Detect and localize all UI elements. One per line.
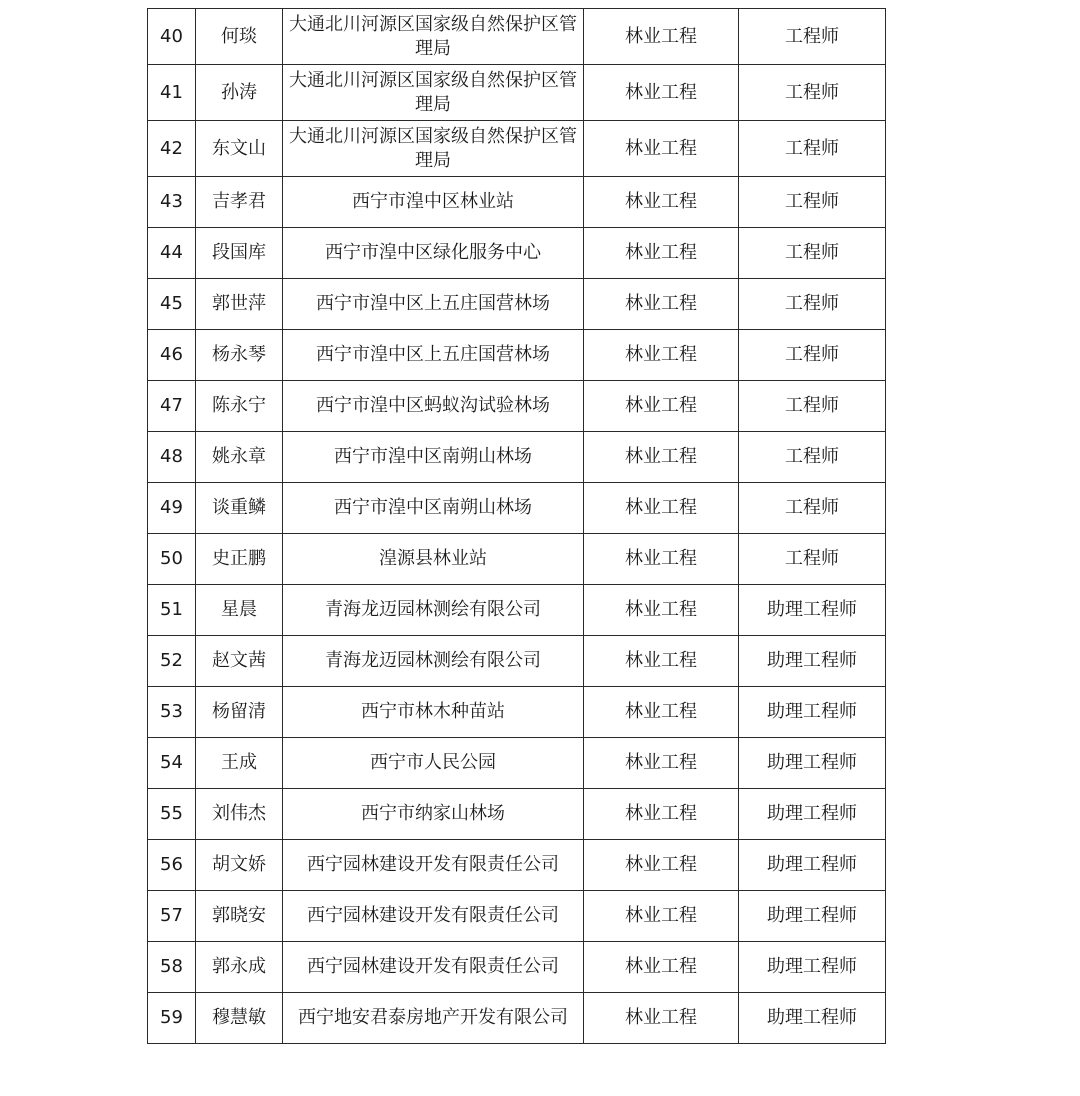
cell-unit: 大通北川河源区国家级自然保护区管理局 bbox=[283, 121, 584, 177]
table-row bbox=[148, 330, 886, 381]
cell-unit: 西宁市湟中区南朔山林场 bbox=[283, 432, 584, 483]
cell-unit: 西宁市湟中区绿化服务中心 bbox=[283, 228, 584, 279]
cell-title: 助理工程师 bbox=[739, 738, 886, 789]
cell-number: 41 bbox=[148, 65, 196, 121]
cell-title: 助理工程师 bbox=[739, 636, 886, 687]
cell-name: 刘伟杰 bbox=[196, 789, 283, 840]
cell-title: 工程师 bbox=[739, 381, 886, 432]
cell-major: 林业工程 bbox=[584, 789, 739, 840]
cell-unit: 西宁园林建设开发有限责任公司 bbox=[283, 942, 584, 993]
cell-name: 星晨 bbox=[196, 585, 283, 636]
cell-unit: 西宁园林建设开发有限责任公司 bbox=[283, 840, 584, 891]
cell-unit: 西宁市湟中区上五庄国营林场 bbox=[283, 279, 584, 330]
cell-major: 林业工程 bbox=[584, 534, 739, 585]
cell-number: 50 bbox=[148, 534, 196, 585]
table-row bbox=[148, 942, 886, 993]
cell-name: 吉孝君 bbox=[196, 177, 283, 228]
cell-unit: 青海龙迈园林测绘有限公司 bbox=[283, 636, 584, 687]
cell-title: 工程师 bbox=[739, 279, 886, 330]
cell-major: 林业工程 bbox=[584, 738, 739, 789]
cell-title: 助理工程师 bbox=[739, 891, 886, 942]
cell-name: 郭晓安 bbox=[196, 891, 283, 942]
cell-number: 54 bbox=[148, 738, 196, 789]
cell-name: 郭永成 bbox=[196, 942, 283, 993]
cell-major: 林业工程 bbox=[584, 9, 739, 65]
cell-major: 林业工程 bbox=[584, 483, 739, 534]
cell-major: 林业工程 bbox=[584, 177, 739, 228]
cell-major: 林业工程 bbox=[584, 585, 739, 636]
cell-major: 林业工程 bbox=[584, 993, 739, 1044]
cell-title: 工程师 bbox=[739, 483, 886, 534]
cell-number: 40 bbox=[148, 9, 196, 65]
cell-name: 段国库 bbox=[196, 228, 283, 279]
cell-number: 44 bbox=[148, 228, 196, 279]
cell-unit: 西宁地安君泰房地产开发有限公司 bbox=[283, 993, 584, 1044]
cell-title: 助理工程师 bbox=[739, 585, 886, 636]
cell-major: 林业工程 bbox=[584, 121, 739, 177]
cell-number: 47 bbox=[148, 381, 196, 432]
cell-name: 穆慧敏 bbox=[196, 993, 283, 1044]
cell-unit: 西宁市纳家山林场 bbox=[283, 789, 584, 840]
table-row bbox=[148, 432, 886, 483]
table-row bbox=[148, 891, 886, 942]
cell-number: 46 bbox=[148, 330, 196, 381]
cell-unit: 西宁市湟中区林业站 bbox=[283, 177, 584, 228]
table-row bbox=[148, 993, 886, 1044]
cell-title: 工程师 bbox=[739, 228, 886, 279]
cell-major: 林业工程 bbox=[584, 228, 739, 279]
cell-unit: 大通北川河源区国家级自然保护区管理局 bbox=[283, 65, 584, 121]
cell-number: 57 bbox=[148, 891, 196, 942]
cell-unit: 西宁市湟中区南朔山林场 bbox=[283, 483, 584, 534]
cell-number: 53 bbox=[148, 687, 196, 738]
cell-title: 工程师 bbox=[739, 330, 886, 381]
cell-name: 杨永琴 bbox=[196, 330, 283, 381]
cell-title: 助理工程师 bbox=[739, 840, 886, 891]
cell-unit: 西宁市林木种苗站 bbox=[283, 687, 584, 738]
cell-title: 工程师 bbox=[739, 432, 886, 483]
cell-number: 58 bbox=[148, 942, 196, 993]
cell-name: 赵文茜 bbox=[196, 636, 283, 687]
cell-major: 林业工程 bbox=[584, 891, 739, 942]
cell-unit: 青海龙迈园林测绘有限公司 bbox=[283, 585, 584, 636]
table-row bbox=[148, 738, 886, 789]
cell-name: 孙涛 bbox=[196, 65, 283, 121]
cell-number: 59 bbox=[148, 993, 196, 1044]
cell-major: 林业工程 bbox=[584, 636, 739, 687]
cell-major: 林业工程 bbox=[584, 840, 739, 891]
cell-unit: 大通北川河源区国家级自然保护区管理局 bbox=[283, 9, 584, 65]
cell-name: 东文山 bbox=[196, 121, 283, 177]
cell-title: 助理工程师 bbox=[739, 942, 886, 993]
cell-number: 49 bbox=[148, 483, 196, 534]
table-row bbox=[148, 483, 886, 534]
cell-major: 林业工程 bbox=[584, 330, 739, 381]
cell-name: 陈永宁 bbox=[196, 381, 283, 432]
cell-name: 杨留清 bbox=[196, 687, 283, 738]
cell-name: 姚永章 bbox=[196, 432, 283, 483]
cell-title: 工程师 bbox=[739, 65, 886, 121]
table-row bbox=[148, 840, 886, 891]
cell-number: 43 bbox=[148, 177, 196, 228]
cell-number: 56 bbox=[148, 840, 196, 891]
cell-name: 郭世萍 bbox=[196, 279, 283, 330]
cell-unit: 西宁市湟中区蚂蚁沟试验林场 bbox=[283, 381, 584, 432]
cell-unit: 西宁市人民公园 bbox=[283, 738, 584, 789]
table-row bbox=[148, 534, 886, 585]
table-row bbox=[148, 177, 886, 228]
cell-unit: 湟源县林业站 bbox=[283, 534, 584, 585]
cell-number: 52 bbox=[148, 636, 196, 687]
table-row bbox=[148, 381, 886, 432]
cell-title: 助理工程师 bbox=[739, 789, 886, 840]
cell-title: 工程师 bbox=[739, 534, 886, 585]
table-row bbox=[148, 687, 886, 738]
cell-title: 工程师 bbox=[739, 177, 886, 228]
cell-number: 42 bbox=[148, 121, 196, 177]
cell-number: 48 bbox=[148, 432, 196, 483]
table-row bbox=[148, 789, 886, 840]
cell-unit: 西宁园林建设开发有限责任公司 bbox=[283, 891, 584, 942]
cell-name: 史正鹏 bbox=[196, 534, 283, 585]
cell-major: 林业工程 bbox=[584, 432, 739, 483]
cell-major: 林业工程 bbox=[584, 279, 739, 330]
roster-table bbox=[147, 8, 886, 1044]
cell-name: 何琰 bbox=[196, 9, 283, 65]
cell-number: 45 bbox=[148, 279, 196, 330]
cell-title: 助理工程师 bbox=[739, 993, 886, 1044]
table-row bbox=[148, 585, 886, 636]
cell-title: 助理工程师 bbox=[739, 687, 886, 738]
cell-major: 林业工程 bbox=[584, 381, 739, 432]
table-row bbox=[148, 228, 886, 279]
cell-number: 51 bbox=[148, 585, 196, 636]
cell-title: 工程师 bbox=[739, 9, 886, 65]
roster-body bbox=[148, 9, 886, 1044]
cell-major: 林业工程 bbox=[584, 687, 739, 738]
cell-unit: 西宁市湟中区上五庄国营林场 bbox=[283, 330, 584, 381]
table-row bbox=[148, 279, 886, 330]
cell-number: 55 bbox=[148, 789, 196, 840]
cell-name: 胡文娇 bbox=[196, 840, 283, 891]
table-row bbox=[148, 121, 886, 177]
table-row bbox=[148, 636, 886, 687]
cell-major: 林业工程 bbox=[584, 65, 739, 121]
cell-name: 谈重鳞 bbox=[196, 483, 283, 534]
cell-major: 林业工程 bbox=[584, 942, 739, 993]
table-row bbox=[148, 9, 886, 65]
cell-name: 王成 bbox=[196, 738, 283, 789]
table-row bbox=[148, 65, 886, 121]
cell-title: 工程师 bbox=[739, 121, 886, 177]
